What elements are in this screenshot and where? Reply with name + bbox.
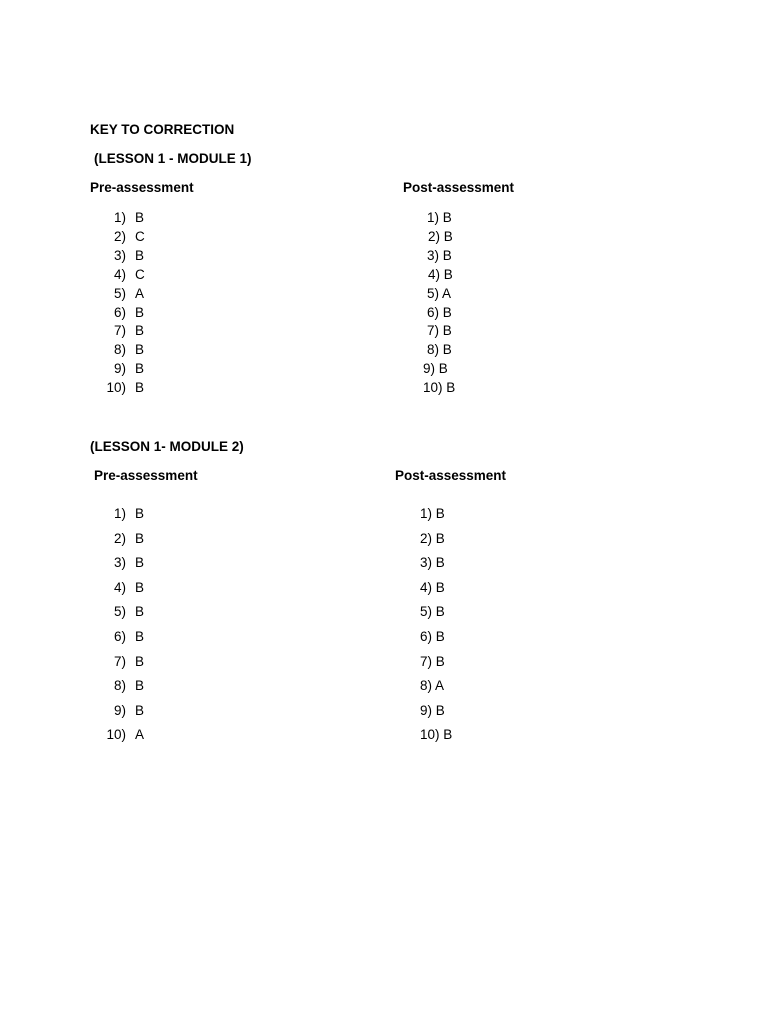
item-number: 8): [420, 678, 433, 694]
answer-item: [427, 286, 451, 301]
answer-item: [420, 654, 445, 669]
answer-item: [420, 604, 445, 619]
item-number: 10): [423, 380, 443, 396]
item-number: 1): [427, 210, 440, 225]
answer-item: [420, 506, 445, 521]
item-answer: B: [442, 342, 452, 358]
item-answer: C: [135, 266, 145, 282]
item-number: 3): [113, 247, 126, 263]
item-answer: B: [135, 247, 145, 263]
item-answer: B: [135, 629, 145, 644]
item-number: 8): [113, 342, 126, 358]
item-number: 9): [420, 702, 433, 718]
answer-item: [420, 678, 444, 693]
item-number: 3): [113, 555, 126, 571]
item-number: 4): [113, 579, 126, 595]
module2-post-label: Post-assessment: [395, 468, 507, 483]
module1-pre-label: Pre-assessment: [90, 180, 194, 195]
item-answer: B: [435, 629, 445, 644]
item-number: 2): [428, 228, 441, 244]
item-answer: B: [442, 304, 452, 320]
module1-heading: (LESSON 1 - MODULE 1): [94, 151, 252, 166]
item-answer: B: [135, 653, 145, 669]
answer-item: [427, 305, 452, 320]
item-number: 10): [420, 727, 440, 743]
item-answer: A: [135, 727, 145, 743]
answer-item: [428, 267, 453, 282]
item-answer: B: [135, 506, 145, 521]
answer-item: [420, 531, 445, 546]
item-number: 7): [427, 323, 440, 339]
item-number: 5): [113, 604, 126, 620]
item-answer: A: [442, 285, 452, 301]
module2-heading: (LESSON 1- MODULE 2): [90, 439, 244, 454]
item-answer: B: [135, 304, 145, 320]
answer-item: [420, 629, 445, 644]
item-answer: B: [135, 380, 145, 396]
item-answer: B: [135, 702, 145, 718]
item-number: 5): [113, 285, 126, 301]
item-number: 4): [428, 266, 441, 282]
item-answer: B: [446, 380, 456, 396]
item-answer: B: [443, 727, 453, 743]
item-number: 7): [113, 323, 126, 339]
answer-item: [427, 210, 452, 225]
item-answer: C: [135, 228, 145, 244]
item-answer: B: [435, 604, 445, 620]
answer-item: [427, 342, 452, 357]
item-number: 2): [420, 530, 433, 546]
item-number: 5): [420, 604, 433, 620]
item-answer: B: [135, 530, 145, 546]
page-title: KEY TO CORRECTION: [90, 122, 235, 137]
item-number: 3): [420, 555, 433, 571]
item-number: 1): [113, 210, 126, 225]
item-number: 6): [113, 629, 126, 644]
item-answer: B: [443, 266, 453, 282]
item-answer: B: [435, 702, 445, 718]
item-answer: B: [435, 579, 445, 595]
item-answer: B: [135, 678, 145, 694]
item-answer: B: [135, 361, 145, 377]
module1-post-label: Post-assessment: [403, 180, 515, 195]
item-answer: B: [135, 555, 145, 571]
item-number: 2): [113, 530, 126, 546]
answer-item: [420, 703, 445, 718]
answer-item: [423, 380, 455, 395]
answer-item: [428, 229, 453, 244]
item-number: 9): [113, 361, 126, 377]
item-answer: B: [435, 653, 445, 669]
item-answer: B: [443, 228, 453, 244]
answer-item: [420, 580, 445, 595]
item-answer: B: [135, 579, 145, 595]
item-answer: B: [438, 361, 448, 377]
answer-item: [420, 727, 452, 742]
item-answer: B: [135, 323, 145, 339]
item-number: 4): [113, 266, 126, 282]
item-number: 4): [420, 579, 433, 595]
item-number: 7): [113, 653, 126, 669]
item-number: 10): [106, 380, 126, 396]
answer-item: [427, 248, 452, 263]
item-number: 9): [423, 361, 436, 377]
item-number: 6): [113, 304, 126, 320]
item-number: 9): [113, 702, 126, 718]
item-answer: A: [135, 285, 145, 301]
item-number: 8): [113, 678, 126, 694]
item-answer: B: [435, 555, 445, 571]
item-number: 1): [113, 506, 126, 521]
item-number: 8): [427, 342, 440, 358]
item-answer: B: [135, 604, 145, 620]
item-number: 1): [420, 506, 433, 521]
item-number: 3): [427, 247, 440, 263]
item-number: 10): [106, 727, 126, 743]
item-answer: B: [435, 506, 445, 521]
answer-item: [427, 323, 452, 338]
item-number: 7): [420, 653, 433, 669]
item-number: 6): [427, 304, 440, 320]
item-answer: B: [442, 323, 452, 339]
item-answer: B: [135, 342, 145, 358]
item-answer: A: [435, 678, 445, 694]
item-answer: B: [435, 530, 445, 546]
item-answer: B: [442, 210, 452, 225]
item-answer: B: [135, 210, 145, 225]
answer-item: [420, 555, 445, 570]
item-number: 5): [427, 285, 440, 301]
answer-item: [423, 361, 448, 376]
item-number: 2): [113, 228, 126, 244]
item-answer: B: [442, 247, 452, 263]
module2-pre-label: Pre-assessment: [94, 468, 198, 483]
item-number: 6): [420, 629, 433, 644]
